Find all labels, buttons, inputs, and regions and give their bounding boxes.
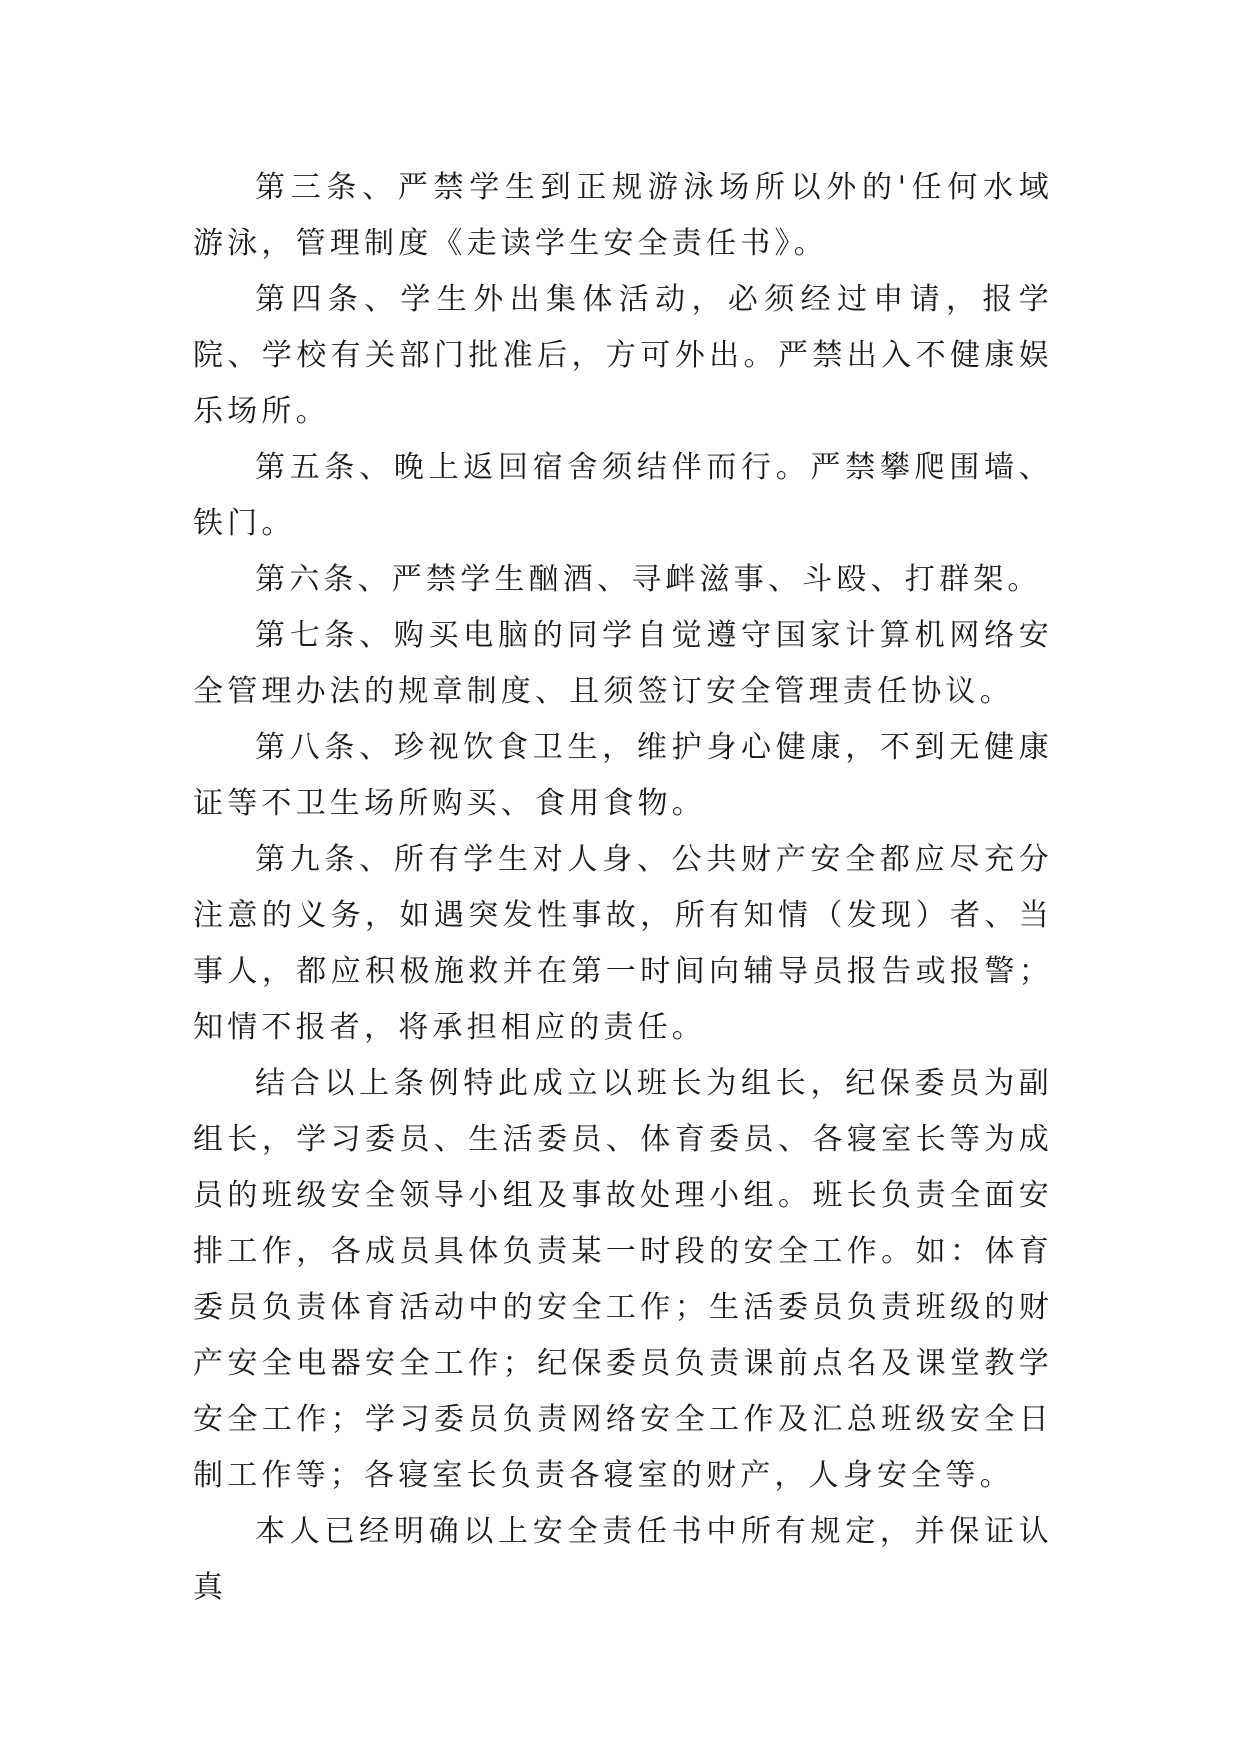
document-body (193, 160, 1053, 1616)
article-8-paragraph: 第八条、珍视饮食卫生，维护身心健康，不到无健康证等不卫生场所购买、食用食物。 (193, 730, 1053, 821)
article-9-paragraph: 第九条、所有学生对人身、公共财产安全都应尽充分注意的义务，如遇突发性事故，所有知情（发现）者、当事人，都应积极施救并在第一时间向辅导员报告或报警；知情不报者，将承担相应的责任。 (193, 842, 1053, 1045)
article-3-paragraph: 第三条、严禁学生到正规游泳场所以外的'任何水域游泳，管理制度《走读学生安全责任书》。 (193, 170, 1053, 261)
article-5-paragraph: 第五条、晚上返回宿舍须结伴而行。严禁攀爬围墙、铁门。 (193, 450, 1053, 541)
safety-group-paragraph: 结合以上条例特此成立以班长为组长，纪保委员为副组长，学习委员、生活委员、体育委员、各寝室长等为成员的班级安全领导小组及事故处理小组。班长负责全面安排工作，各成员具体负责某一时段的安全工作。如：体育委员负责体育活动中的安全工作；生活委员负责班级的财产安全电器安全工作；纪保委员负责课前点名及课堂教学安全工作；学习委员负责网络安全工作及汇总班级安全日制工作等；各寝室长负责各寝室的财产，人身安全等。 (193, 1066, 1053, 1493)
article-7-paragraph: 第七条、购买电脑的同学自觉遵守国家计算机网络安全管理办法的规章制度、且须签订安全管理责任协议。 (193, 618, 1053, 709)
commitment-paragraph: 本人已经明确以上安全责任书中所有规定，并保证认真 (193, 1514, 1053, 1605)
article-4-paragraph: 第四条、学生外出集体活动，必须经过申请，报学院、学校有关部门批准后，方可外出。严禁出入不健康娱乐场所。 (193, 282, 1053, 429)
article-6-paragraph: 第六条、严禁学生酗酒、寻衅滋事、斗殴、打群架。 (255, 562, 1042, 597)
